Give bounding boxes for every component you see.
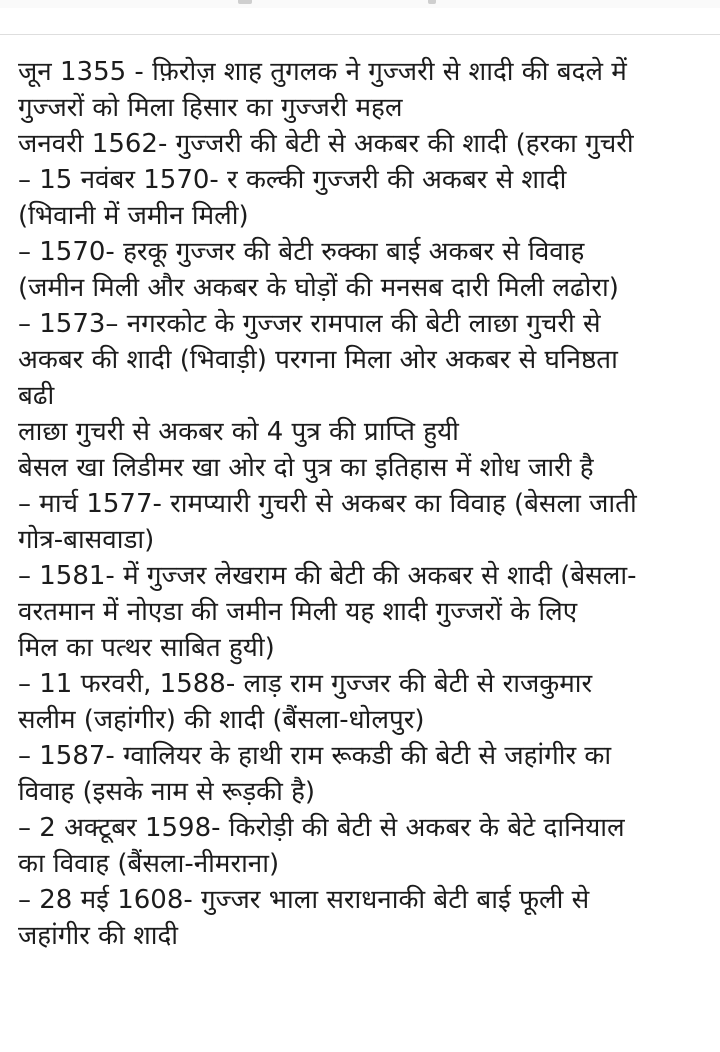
text-line: अकबर की शादी (भिवाड़ी) परगना मिला ओर अकबर से घनिष्ठता — [18, 345, 618, 375]
text-line: – 11 फरवरी, 1588- लाड़ राम गुज्जर की बेटी से राजकुमार — [18, 669, 593, 699]
text-line: – मार्च 1577- रामप्यारी गुचरी से अकबर का विवाह (बेसला जाती — [18, 489, 637, 519]
cropped-top-bar — [0, 0, 720, 8]
text-line: लाछा गुचरी से अकबर को 4 पुत्र की प्राप्ति हुयी — [18, 417, 459, 447]
cropped-text-fragment — [238, 0, 252, 4]
text-line: गोत्र-बासवाडा) — [18, 525, 155, 555]
text-line: का विवाह (बैंसला-नीमराना) — [18, 849, 280, 879]
text-line: बढी — [18, 381, 55, 411]
text-line: – 1581- में गुज्जर लेखराम की बेटी की अकबर से शादी (बेसला- — [18, 561, 637, 591]
divider — [0, 34, 720, 35]
text-line: मिल का पत्थर साबित हुयी) — [18, 633, 275, 663]
text-line: गुज्जरों को मिला हिसार का गुज्जरी महल — [18, 93, 403, 123]
text-line: (जमीन मिली और अकबर के घोड़ों की मनसब दारी मिली लढोरा) — [18, 273, 619, 303]
text-line: (भिवानी में जमीन मिली) — [18, 201, 249, 231]
cropped-text-fragment — [428, 0, 436, 4]
text-line: जून 1355 - फ़िरोज़ शाह तुगलक ने गुज्जरी से शादी की बदले में — [18, 57, 627, 87]
text-line: – 28 मई 1608- गुज्जर भाला सराधनाकी बेटी बाई फूली से — [18, 885, 590, 915]
text-line: विवाह (इसके नाम से रूड़की है) — [18, 777, 316, 807]
text-line: जनवरी 1562- गुज्जरी की बेटी से अकबर की शादी (हरका गुचरी — [18, 129, 634, 159]
text-line: बेसल खा लिडीमर खा ओर दो पुत्र का इतिहास में शोध जारी है — [18, 453, 594, 483]
text-line: सलीम (जहांगीर) की शादी (बैंसला-धोलपुर) — [18, 705, 425, 735]
text-line: – 2 अक्टूबर 1598- किरोड़ी की बेटी से अकबर के बेटे दानियाल — [18, 813, 625, 843]
text-line: – 1587- ग्वालियर के हाथी राम रूकडी की बेटी से जहांगीर का — [18, 741, 612, 771]
post-text-body — [18, 54, 708, 954]
text-line: जहांगीर की शादी — [18, 921, 179, 951]
text-line: – 1570- हरकू गुज्जर की बेटी रुक्का बाई अकबर से विवाह — [18, 237, 585, 267]
text-line: – 1573– नगरकोट के गुज्जर रामपाल की बेटी लाछा गुचरी से — [18, 309, 601, 339]
text-line: वरतमान में नोएडा की जमीन मिली यह शादी गुज्जरों के लिए — [18, 597, 578, 627]
text-line: – 15 नवंबर 1570- र कल्की गुज्जरी की अकबर से शादी — [18, 165, 567, 195]
